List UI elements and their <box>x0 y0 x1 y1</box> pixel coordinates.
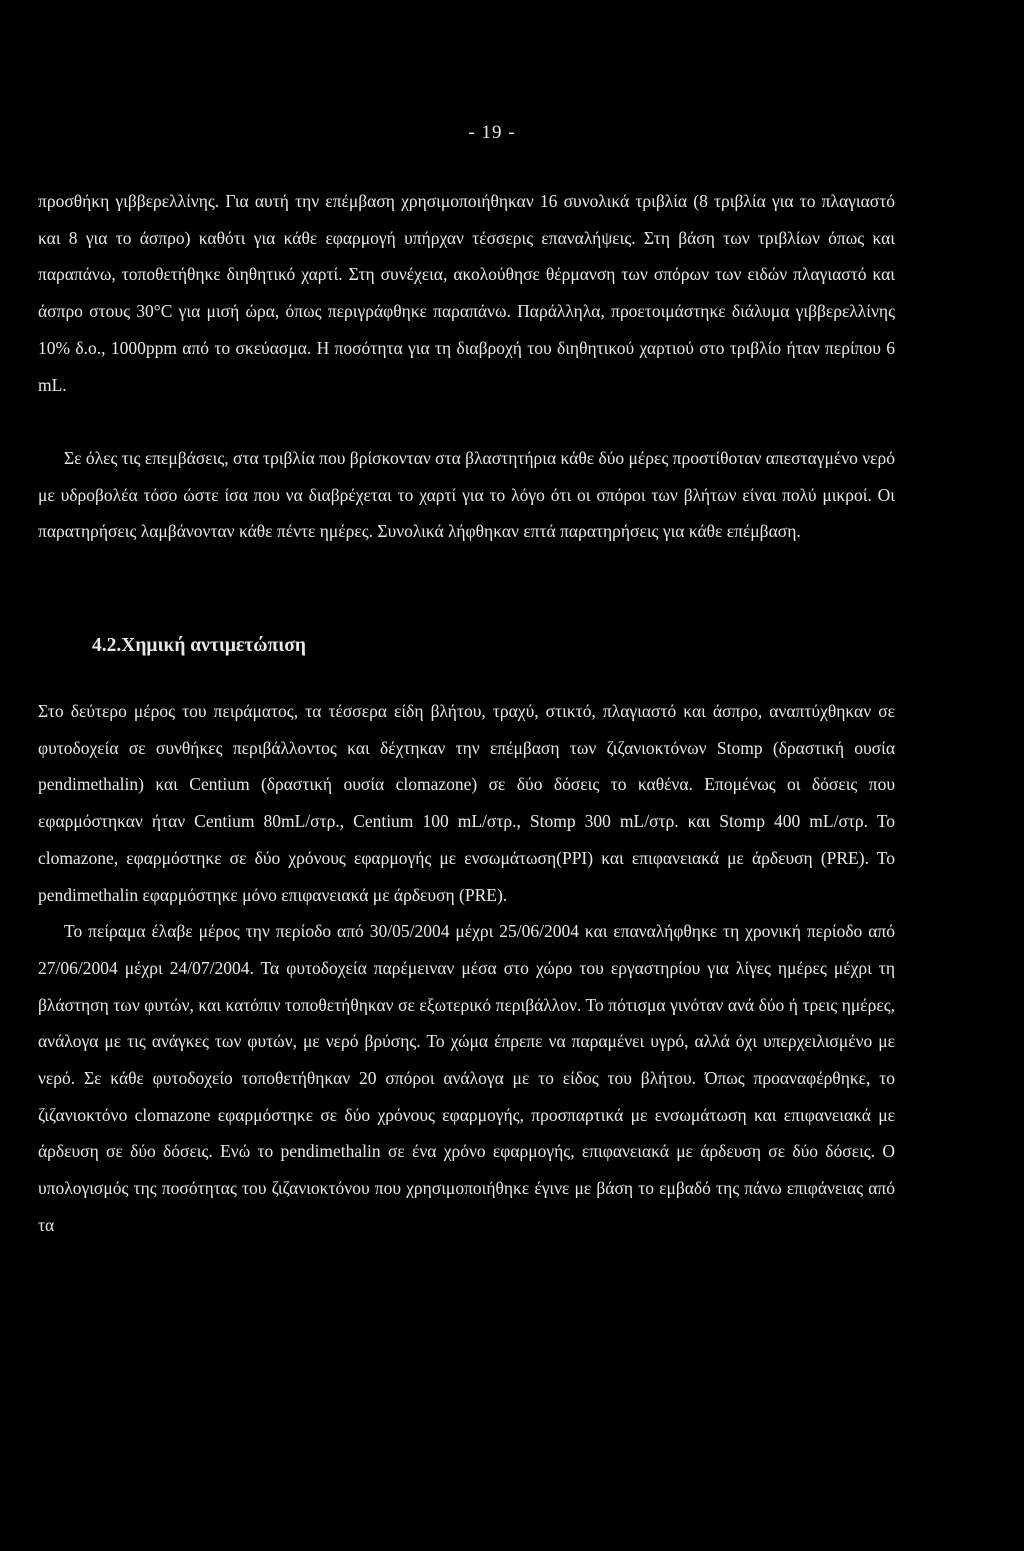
watering-block <box>38 440 895 550</box>
continuation-block <box>38 183 895 403</box>
chemical-paragraph-2: Το πείραμα έλαβε μέρος την περίοδο από 30/05/2004 μέχρι 25/06/2004 και επαναλήφθηκε τη χρονική περίοδο από 27/06/2004 μέχρι 24/07/2004. Τα φυτοδοχεία παρέμειναν μέσα στο χώρο του εργαστηρίου για λίγες ημέρες μέχρι τη βλάστηση των φυτών, και κατόπιν τοποθετήθηκαν σε εξωτερικό περιβάλλον. Το πότισμα γινόταν ανά δύο ή τρεις ημέρες, ανάλογα με τις ανάγκες των φυτών, με νερό βρύσης. Το χώμα έπρεπε να παραμένει υγρό, αλλά όχι υπερχειλισμένο με νερό. Σε κάθε φυτοδοχείο τοποθετήθηκαν 20 σπόροι ανάλογα με το είδος του βλήτου. Όπως προαναφέρθηκε, το ζιζανιοκτόνο clomazone εφαρμόστηκε σε δύο χρόνους εφαρμογής, προσπαρτικά με ενσωμάτωση και επιφανειακά με άρδευση σε δύο δόσεις. Ενώ το pendimethalin σε ένα χρόνο εφαρμογής, επιφανειακά με άρδευση σε δύο δόσεις. Ο υπολογισμός της ποσότητας του ζιζανιοκτόνου που χρησιμοποιήθηκε έγινε με βάση το εμβαδό της πάνω επιφάνειας από τα <box>38 921 895 1235</box>
section-heading: 4.2.Χημική αντιμετώπιση <box>92 635 306 656</box>
chemical-treatment-block <box>38 693 895 1244</box>
page-number-text: - 19 - <box>468 122 516 143</box>
continuation-paragraph: προσθήκη γιββερελλίνης. Για αυτή την επέμβαση χρησιμοποιήθηκαν 16 συνολικά τριβλία (8 τριβλία για το πλαγιαστό και 8 για το άσπρο) καθότι για κάθε εφαρμογή υπήρχαν τέσσερις επαναλήψεις. Στη βάση των τριβλίων όπως και παραπάνω, τοποθετήθηκε διηθητικό χαρτί. Στη συνέχεια, ακολούθησε θέρμανση των σπόρων των ειδών πλαγιαστό και άσπρο στους 30°C για μισή ώρα, όπως περιγράφθηκε παραπάνω. Παράλληλα, προετοιμάστηκε διάλυμα γιββερελλίνης 10% δ.ο., 1000ppm από το σκεύασμα. Η ποσότητα για τη διαβροχή του διηθητικού χαρτιού στο τριβλίο ήταν περίπου 6 mL. <box>38 191 895 395</box>
page-number <box>0 122 904 144</box>
watering-paragraph: Σε όλες τις επεμβάσεις, στα τριβλία που βρίσκονταν στα βλαστητήρια κάθε δύο μέρες προστίθοταν απεσταγμένο νερό με υδροβολέα τόσο ώστε ίσα που να διαβρέχεται το χαρτί για το λόγο ότι οι σπόροι των βλήτων είναι πολύ μικροί. Οι παρατηρήσεις λαμβάνονταν κάθε πέντε ημέρες. Συνολικά λήφθηκαν επτά παρατηρήσεις για κάθε επέμβαση. <box>38 448 895 542</box>
chemical-paragraph-1: Στο δεύτερο μέρος του πειράματος, τα τέσσερα είδη βλήτου, τραχύ, στικτό, πλαγιαστό και άσπρο, αναπτύχθηκαν σε φυτοδοχεία σε συνθήκες περιβάλλοντος και δέχτηκαν την επέμβαση των ζιζανιοκτόνων Stomp (δραστική ουσία pendimethalin) και Centium (δραστική ουσία clomazone) σε δύο δόσεις το καθένα. Επομένως οι δόσεις που εφαρμόστηκαν ήταν Centium 80mL/στρ., Centium 100 mL/στρ., Stomp 300 mL/στρ. και Stomp 400 mL/στρ. Το clomazone, εφαρμόστηκε σε δύο χρόνους εφαρμογής με ενσωμάτωση(PPI) και επιφανειακά με άρδευση (PRE). Το pendimethalin εφαρμόστηκε μόνο επιφανειακά με άρδευση (PRE). <box>38 701 895 905</box>
